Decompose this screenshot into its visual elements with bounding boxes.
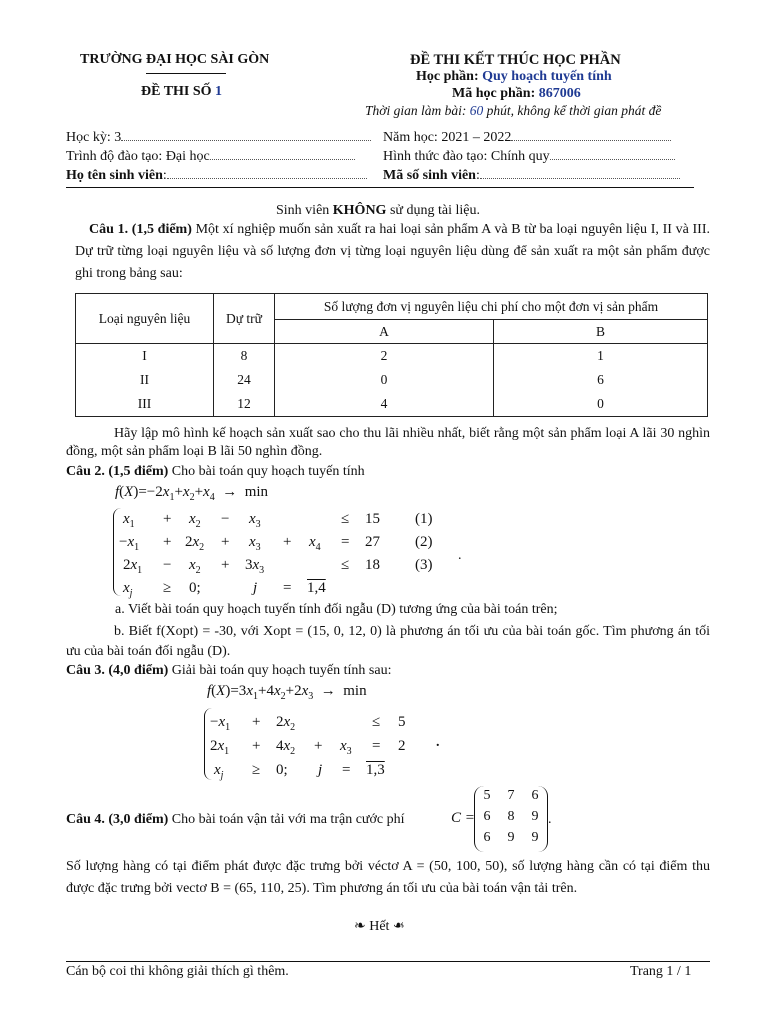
notice-pre: Sinh viên	[276, 203, 333, 218]
table-cell: 8	[214, 344, 275, 369]
matrix-cell: 9	[531, 830, 539, 845]
footer-rule	[66, 961, 710, 962]
course-name: Quy hoạch tuyến tính	[482, 69, 612, 84]
table-cell: 12	[214, 392, 275, 417]
table-cell: 0	[275, 368, 494, 392]
matrix-cell: 6	[531, 788, 539, 803]
question-1-heading: Câu 1. (1,5 điểm)	[89, 222, 192, 237]
table-cell: 4	[275, 392, 494, 417]
question-2-text	[66, 464, 365, 480]
question-1-body: Một xí nghiệp muốn sản xuất ra hai loại sản phẩm A và B từ ba loại nguyên liệu I, II và III. Dự trữ từng loại nguyên liệu và số lượng đơn vị từng loại nguyên liệu dùng để sản xuất ra một sản phẩm được ghi trong bảng sau:	[75, 222, 710, 281]
student-name-field: Họ tên sinh viên:	[66, 168, 367, 184]
matrix-cell: 7	[507, 788, 515, 803]
question-4-text	[66, 812, 405, 828]
level-label: Trình độ đào tạo: Đại học	[66, 149, 210, 164]
mode-field	[383, 149, 675, 165]
level-dots	[210, 159, 355, 160]
table-header-a: A	[275, 320, 494, 344]
semester-label: Học kỳ: 3	[66, 130, 122, 145]
question-2-heading: Câu 2. (1,5 điểm)	[66, 464, 169, 479]
footer-note: Cán bộ coi thi không giải thích gì thêm.	[66, 964, 289, 979]
course-code-label: Mã học phần:	[452, 86, 536, 101]
course-code: 867006	[538, 86, 581, 101]
q2-dot: .	[458, 548, 462, 563]
table-row	[76, 368, 708, 392]
school-underline	[146, 73, 226, 74]
student-name-label: Họ tên sinh viên	[66, 168, 163, 183]
table-header-b: B	[494, 320, 708, 344]
matrix-cell: 8	[507, 809, 515, 824]
student-id-label: Mã số sinh viên	[383, 168, 476, 183]
mode-dots	[550, 159, 675, 160]
question-2-body: Cho bài toán quy hoạch tuyến tính	[168, 464, 365, 479]
mode-label: Hình thức đào tạo: Chính quy	[383, 149, 550, 164]
course-label: Học phần:	[416, 69, 479, 84]
matrix-cell: 9	[507, 830, 515, 845]
q3-objective: $f(X)=3x_1+4x_2+2x_3 \to \min$	[207, 683, 367, 702]
level-field	[66, 149, 355, 165]
left-fleuron-icon: ❧	[354, 919, 366, 934]
question-4-body: Cho bài toán vận tải với ma trận cước phí	[168, 812, 405, 827]
table-row	[76, 392, 708, 417]
q4-dot: .	[548, 812, 552, 827]
year-field	[383, 130, 671, 146]
question-3-heading: Câu 3. (4,0 điểm)	[66, 663, 169, 678]
question-4-heading: Câu 4. (3,0 điểm)	[66, 812, 169, 827]
exam-number	[141, 84, 222, 100]
right-fleuron-icon: ❧	[392, 919, 405, 934]
exam-title: ĐỀ THI KẾT THÚC HỌC PHẦN	[410, 52, 621, 68]
matrix-cell: 6	[483, 809, 491, 824]
table-cell: 0	[494, 392, 708, 417]
school-name: TRƯỜNG ĐẠI HỌC SÀI GÒN	[80, 52, 270, 67]
cost-matrix	[474, 786, 548, 852]
course-code-line	[452, 86, 581, 102]
duration-prefix: Thời gian làm bài:	[365, 103, 467, 118]
matrix-cell: 6	[483, 830, 491, 845]
student-id-dots	[480, 178, 680, 179]
exam-duration	[365, 103, 661, 119]
cost-matrix-label: C =	[451, 810, 475, 826]
exam-number-value: 1	[215, 84, 223, 99]
student-name-dots	[167, 178, 367, 179]
page-number: Trang 1 / 1	[630, 964, 692, 979]
question-3-text	[66, 663, 391, 679]
table-cell: 6	[494, 368, 708, 392]
exam-number-label: ĐỀ THI SỐ	[141, 84, 212, 99]
question-4-task: Số lượng hàng có tại điểm phát được đặc trưng bởi véctơ A = (50, 100, 50), số lượng hàng cần có tại điểm thu được đặc trưng bởi vectơ B = (65, 110, 25). Tìm phương án tối ưu của bài toán vận tải trên.	[66, 859, 710, 896]
table-cell: III	[76, 392, 214, 417]
matrix-cell: 5	[483, 788, 491, 803]
year-dots	[511, 140, 671, 141]
resource-table	[75, 293, 708, 417]
matrix-cell: 9	[531, 809, 539, 824]
question-3-body: Giải bài toán quy hoạch tuyến tính sau:	[168, 663, 392, 678]
year-label: Năm học: 2021 – 2022	[383, 130, 512, 145]
table-cell: I	[76, 344, 214, 369]
semester-field	[66, 130, 371, 146]
notice-bold: KHÔNG	[332, 203, 387, 218]
table-cell: 24	[214, 368, 275, 392]
question-2-part-a: a. Viết bài toán quy hoạch tuyến tính đối ngẫu (D) tương ứng của bài toán trên;	[115, 602, 558, 617]
end-text: Hết	[369, 919, 390, 934]
course-line	[416, 69, 612, 85]
end-mark	[354, 918, 405, 935]
table-header-group: Số lượng đơn vị nguyên liệu chi phí cho một đơn vị sản phẩm	[275, 294, 708, 320]
question-2-part-b: b. Biết f(Xopt) = -30, với Xopt = (15, 0, 12, 0) là phương án tối ưu của bài toán gốc. Tìm phương án tối ưu của bài toán đối ngẫu (D).	[66, 624, 710, 659]
question-1-text	[75, 219, 710, 285]
q3-dot: .	[436, 735, 440, 750]
semester-dots	[121, 140, 371, 141]
table-cell: 2	[275, 344, 494, 369]
student-id-field: Mã số sinh viên:	[383, 168, 680, 184]
table-cell: II	[76, 368, 214, 392]
duration-value: 60	[469, 103, 484, 118]
question-1-task: Hãy lập mô hình kế hoạch sản xuất sao cho thu lãi nhiều nhất, biết rằng một sản phẩm loại A lãi 30 nghìn đồng, một sản phẩm loại B lãi 50 nghìn đồng.	[66, 426, 710, 459]
table-header-reserve: Dự trữ	[214, 294, 275, 344]
duration-suffix: phút, không kể thời gian phát đề	[486, 103, 662, 118]
notice-post: sử dụng tài liệu.	[386, 203, 480, 218]
header-rule	[66, 187, 694, 188]
table-cell: 1	[494, 344, 708, 369]
q2-objective: $f(X)=-2x_1+x_2+x_4 \to \min$	[115, 484, 269, 503]
table-row	[76, 344, 708, 369]
table-header-material: Loại nguyên liệu	[76, 294, 214, 344]
notice	[276, 203, 480, 219]
